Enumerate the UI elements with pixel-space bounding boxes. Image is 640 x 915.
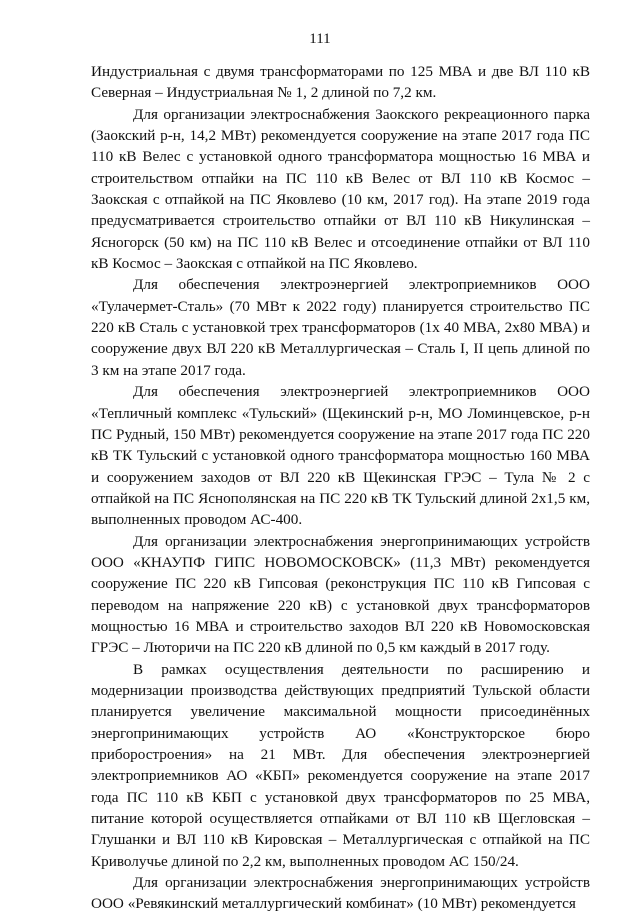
page-number: 111 <box>309 31 331 47</box>
paragraph: Для организации электроснабжения Заокского рекреационного парка (Заокский р-н, 14,2 МВт) рекомендуется сооружение на этапе 2017 года ПС 110 кВ Велес с установкой одного трансформатора мощностью 16 МВА и строительством отпайки на ПС 110 кВ Велес от ВЛ 110 кВ Космос – Заокская с отпайкой на ПС Яковлево (10 км, 2017 год). На этапе 2019 года предусматривается строительство отпайки от ВЛ 110 кВ Никулинская – Ясногорск (50 км) на ПС 110 кВ Велес и отсоединение отпайки от ВЛ 110 кВ Космос – Заокская с отпайкой на ПС Яковлево. <box>91 105 590 273</box>
paragraph: Для организации электроснабжения энергопринимающих устройств ООО «КНАУПФ ГИПС НОВОМОСКОВСК» (11,3 МВт) рекомендуется сооружение ПС 220 кВ Гипсовая (реконструкция ПС 110 кВ Гипсовая с переводом на напряжение 220 кВ) с установкой двух трансформаторов мощностью 16 МВА и строительство заходов ВЛ 220 кВ Новомосковская ГРЭС – Люторичи на ПС 220 кВ длиной по 0,5 км каждый в 2017 году. <box>91 532 590 657</box>
paragraph: В рамках осуществления деятельности по расширению и модернизации производства действующих предприятий Тульской области планируется увеличение максимальной мощности присоединённых энергопринимающих устройств АО «Конструкторское бюро приборостроения» на 21 МВт. Для обеспечения электроэнергией электроприемников АО «КБП» рекомендуется сооружение на этапе 2017 года ПС 110 кВ КБП с установкой двух трансформаторов по 25 МВА, питание которой осуществляется отпайками от ВЛ 110 кВ Щегловская – Глушанки и ВЛ 110 кВ Кировская – Металлургическая с отпайкой на ПС Криволучье длиной по 2,2 км, выполненных проводом АС 150/24. <box>91 660 590 870</box>
paragraph: Для обеспечения электроэнергией электроприемников ООО «Тепличный комплекс «Тульский» (Щекинский р-н, МО Ломинцевское, р-н ПС Рудный, 150 МВт) рекомендуется сооружение на этапе 2017 года ПС 220 кВ ТК Тульский с установкой одного трансформатора мощностью 160 МВА и сооружением заходов от ВЛ 220 кВ Щекинская ГРЭС – Тула № 2 с отпайкой на ПС Яснополянская на ПС 220 кВ ТК Тульский длиной 2х1,5 км, выполненных проводом АС-400. <box>91 383 590 529</box>
paragraph: Для организации электроснабжения энергопринимающих устройств ООО «Ревякинский металлургический комбинат» (10 МВт) рекомендуется <box>91 874 590 913</box>
document-body <box>91 61 590 915</box>
paragraph: Для обеспечения электроэнергией электроприемников ООО «Тулачермет-Сталь» (70 МВт к 2022 году) планируется строительство ПС 220 кВ Сталь с установкой трех трансформаторов (1х 40 МВА, 2х80 МВА) и сооружение двух ВЛ 220 кВ Металлургическая – Сталь I, II цепь длиной по 3 км на этапе 2017 года. <box>91 276 590 379</box>
paragraph: Индустриальная с двумя трансформаторами по 125 МВА и две ВЛ 110 кВ Северная – Индустриальная № 1, 2 длиной по 7,2 км. <box>91 63 590 102</box>
